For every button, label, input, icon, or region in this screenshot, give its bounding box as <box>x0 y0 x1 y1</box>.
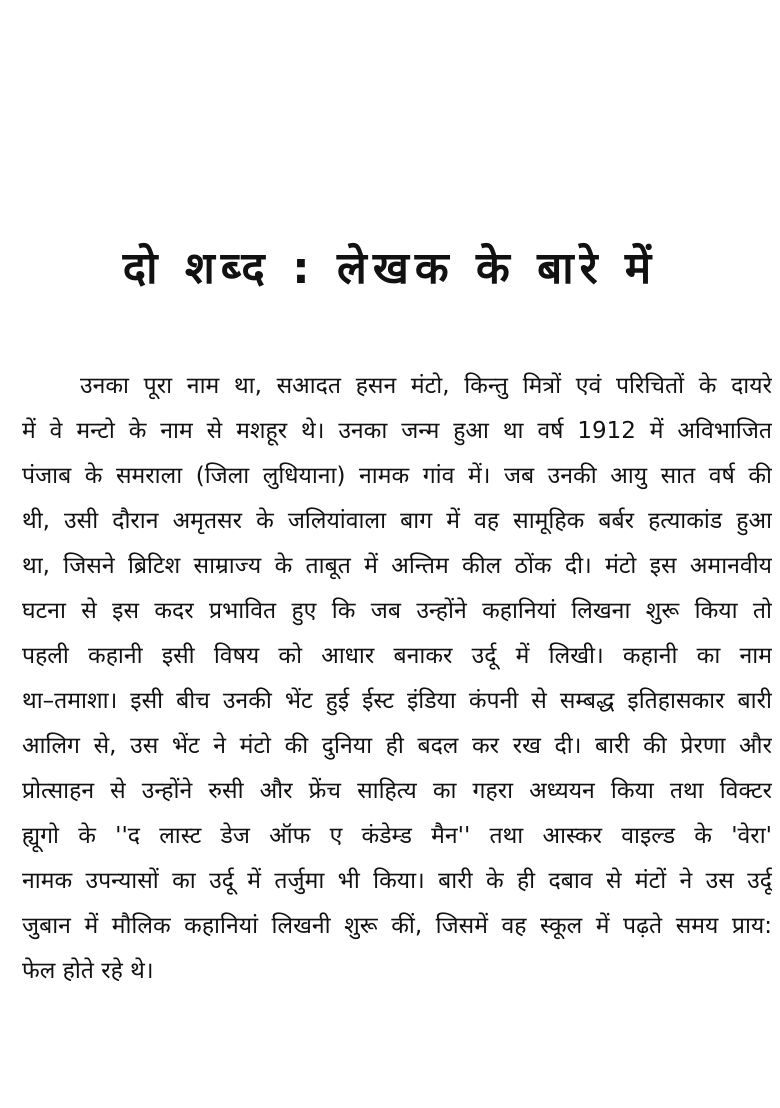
body-paragraph <box>22 364 772 994</box>
text-line: ह्यूगो के ''द लास्ट डेज ऑफ ए कंडेम्ड मैन'' तथा आस्कर वाइल्ड के 'वेरा' <box>22 823 772 849</box>
page-title: दो शब्द : लेखक के बारे में <box>122 243 658 294</box>
text-line: उनका पूरा नाम था, सआदत हसन मंटो, किन्तु मित्रों एवं परिचितों के दायरे <box>80 373 772 399</box>
text-line: था, जिसने ब्रिटिश साम्राज्य के ताबूत में अन्तिम कील ठोंक दी। मंटो इस अमानवीय <box>22 553 772 579</box>
text-line: पंजाब के समराला (जिला लुधियाना) नामक गांव में। जब उनकी आयु सात वर्ष की <box>22 463 772 489</box>
text-line: पहली कहानी इसी विषय को आधार बनाकर उर्दू में लिखी। कहानी का नाम <box>22 643 772 669</box>
text-line: जुबान में मौलिक कहानियां लिखनी शुरू कीं, जिसमें वह स्कूल में पढ़ते समय प्राय: <box>22 913 772 939</box>
text-line: थी, उसी दौरान अमृतसर के जलियांवाला बाग में वह सामूहिक बर्बर हत्याकांड हुआ <box>22 508 772 534</box>
text-line: फेल होते रहे थे। <box>22 958 154 984</box>
text-line: था–तमाशा। इसी बीच उनकी भेंट हुई ईस्ट इंडिया कंपनी से सम्बद्ध इतिहासकार बारी <box>22 688 772 714</box>
text-line: प्रोत्साहन से उन्होंने रुसी और फ्रेंच साहित्य का गहरा अध्ययन किया तथा विक्टर <box>22 778 772 804</box>
text-line: आलिग से, उस भेंट ने मंटो की दुनिया ही बदल कर रख दी। बारी की प्रेरणा और <box>22 733 772 759</box>
text-line: नामक उपन्यासों का उर्दू में तर्जुमा भी किया। बारी के ही दबाव से मंटों ने उस उर्दू <box>22 868 772 894</box>
text-line: में वे मन्टो के नाम से मशहूर थे। उनका जन्म हुआ था वर्ष 1912 में अविभाजित <box>22 418 772 444</box>
text-line: घटना से इस कदर प्रभावित हुए कि जब उन्होंने कहानियां लिखना शुरू किया तो <box>22 598 772 624</box>
